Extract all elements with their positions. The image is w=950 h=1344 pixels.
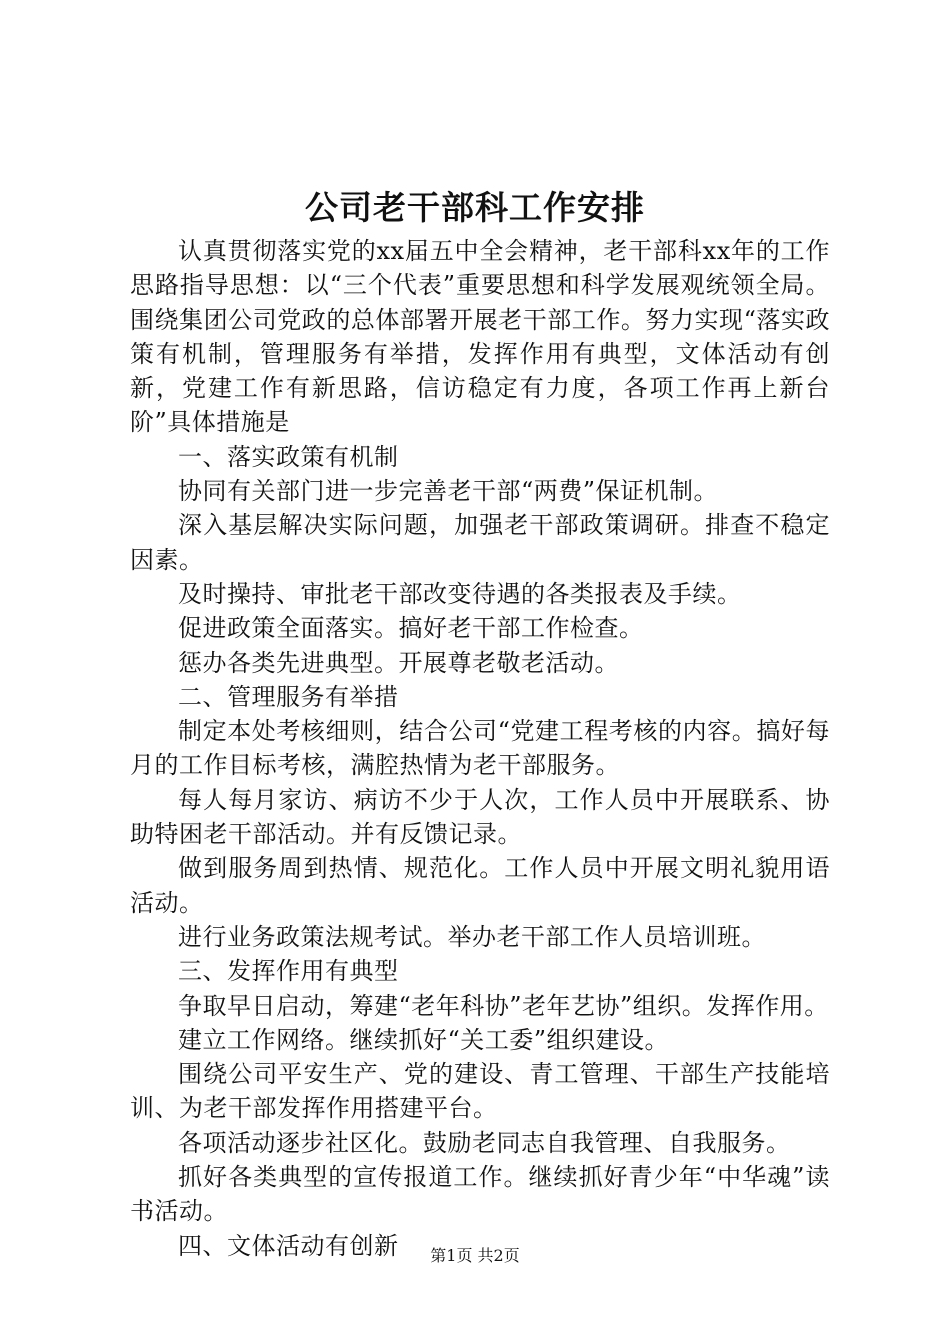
- page-footer: 第1页 共2页: [430, 1246, 520, 1265]
- paragraph: 协同有关部门进一步完善老干部“两费”保证机制。: [178, 477, 719, 506]
- paragraph: 深入基层解决实际问题，加强老干部政策调研。排查不稳定因素。: [130, 511, 830, 574]
- section-heading-4: 四、文体活动有创新: [178, 1231, 399, 1260]
- paragraph: 争取早日启动，筹建“老年科协”老年艺协”组织。发挥作用。: [178, 991, 829, 1020]
- section-heading-3: 三、发挥作用有典型: [178, 957, 399, 986]
- paragraph: 围绕公司平安生产、党的建设、青工管理、干部生产技能培训、为老干部发挥作用搭建平台。: [130, 1060, 830, 1123]
- paragraph: 进行业务政策法规考试。举办老干部工作人员培训班。: [178, 922, 766, 951]
- paragraph-intro: 认真贯彻落实党的xx届五中全会精神，老干部科xx年的工作思路指导思想：以“三个代表”重要思想和科学发展观统领全局。围绕集团公司党政的总体部署开展老干部工作。努力实现“落实政策有机制，管理服务有举措，发挥作用有典型，文体活动有创新，党建工作有新思路，信访稳定有力度，各项工作再上新台阶”具体措施是: [130, 237, 830, 437]
- paragraph: 各项活动逐步社区化。鼓励老同志自我管理、自我服务。: [178, 1128, 791, 1157]
- paragraph: 促进政策全面落实。搞好老干部工作检查。: [178, 614, 644, 643]
- paragraph: 惩办各类先进典型。开展尊老敬老活动。: [178, 648, 619, 677]
- paragraph: 每人每月家访、病访不少于人次，工作人员中开展联系、协助特困老干部活动。并有反馈记录。: [130, 785, 830, 849]
- document-body: [130, 234, 830, 1263]
- paragraph: 建立工作网络。继续抓好“关工委”组织建设。: [178, 1025, 670, 1054]
- paragraph: 做到服务周到热情、规范化。工作人员中开展文明礼貌用语活动。: [130, 854, 830, 917]
- paragraph: 制定本处考核细则，结合公司“党建工程考核的内容。搞好每月的工作目标考核，满腔热情为老干部服务。: [130, 717, 830, 780]
- document-title: 公司老干部科工作安排: [305, 188, 645, 227]
- section-heading-1: 一、落实政策有机制: [178, 442, 399, 471]
- paragraph: 抓好各类典型的宣传报道工作。继续抓好青少年“中华魂”读书活动。: [130, 1163, 830, 1226]
- section-heading-2: 二、管理服务有举措: [178, 682, 399, 711]
- paragraph: 及时操持、审批老干部改变待遇的各类报表及手续。: [178, 579, 742, 608]
